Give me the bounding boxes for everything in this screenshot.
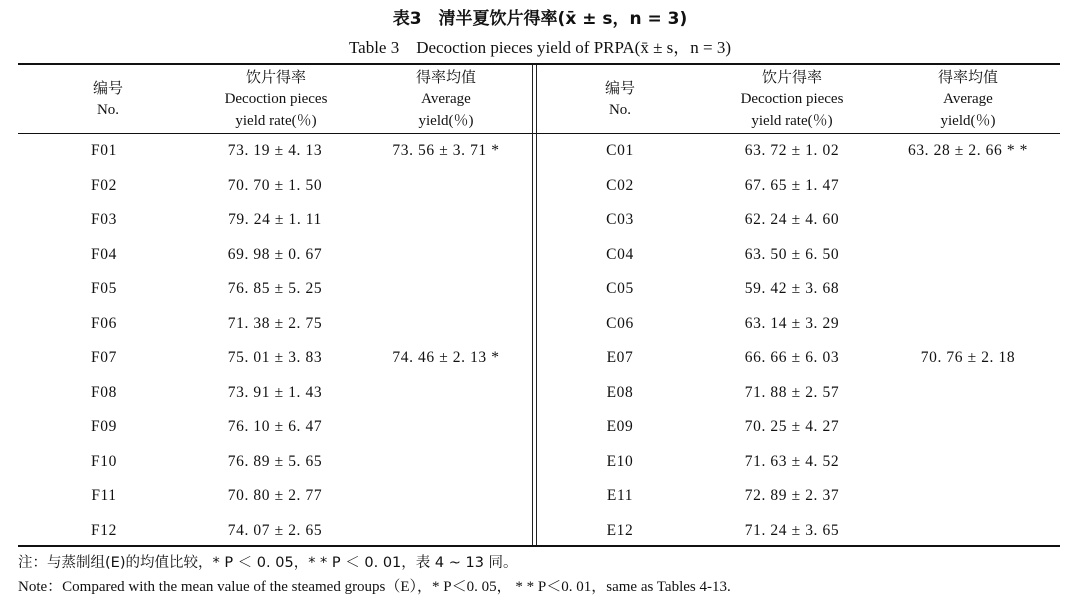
header-rule bbox=[18, 133, 1060, 134]
table-cell-rate: 70. 25 ± 4. 27 bbox=[744, 418, 840, 435]
table-cell-no: F01 bbox=[91, 142, 117, 159]
table-cell-rate: 79. 24 ± 1. 11 bbox=[228, 211, 322, 228]
footnote-cn: 注：与蒸制组(E)的均值比较，* P ＜ 0. 05，* * P ＜ 0. 01，表 4 ~ 13 同。 bbox=[18, 555, 518, 571]
table-cell-rate: 69. 98 ± 0. 67 bbox=[227, 245, 323, 263]
table-cell-rate: 73. 91 ± 1. 43 bbox=[227, 383, 323, 401]
table-cell-no: C06 bbox=[606, 314, 634, 332]
table-cell-rate: 70. 80 ± 2. 77 bbox=[227, 487, 323, 504]
header-rate-right: 饮片得率 Decoction pieces yield rate(％) bbox=[740, 68, 844, 129]
table-cell-no: C03 bbox=[606, 211, 634, 228]
header-no: 编号 No. bbox=[92, 79, 123, 118]
table-cell-rate: 66. 66 ± 6. 03 bbox=[744, 349, 840, 366]
table-title-cn: 表3 清半夏饮片得率(x̄ ± s，n = 3) bbox=[392, 9, 688, 29]
table-cell-rate: 62. 24 ± 4. 60 bbox=[744, 211, 840, 228]
table-cell-no: E08 bbox=[606, 383, 634, 401]
table-cell-rate: 71. 88 ± 2. 57 bbox=[744, 383, 840, 401]
header-avg: 得率均值 Average yield(％) bbox=[415, 68, 476, 129]
bottom-rule bbox=[18, 545, 1060, 547]
table-cell-rate: 76. 10 ± 6. 47 bbox=[227, 418, 323, 435]
table-cell-no: F02 bbox=[91, 176, 117, 194]
table-cell-rate: 63. 14 ± 3. 29 bbox=[744, 314, 840, 332]
table-cell-rate: 73. 19 ± 4. 13 bbox=[227, 142, 323, 159]
table-cell-no: C04 bbox=[606, 245, 634, 263]
footnote-en: Note：Compared with the mean value of the steamed groups（E），* P＜0. 05， * * P＜0. 01，same as Tables 4-13. bbox=[18, 579, 731, 595]
table-cell-no: F08 bbox=[91, 383, 117, 401]
header-rate: 饮片得率 Decoction pieces yield rate(％) bbox=[224, 68, 328, 129]
table-cell-rate: 71. 38 ± 2. 75 bbox=[227, 314, 323, 332]
table-cell-rate: 76. 85 ± 5. 25 bbox=[227, 280, 323, 297]
table-cell-rate: 67. 65 ± 1. 47 bbox=[744, 176, 840, 194]
table-title-en: Table 3 Decoction pieces yield of PRPA(x̄ ± s，n = 3) bbox=[348, 38, 732, 57]
table-cell-no: F11 bbox=[91, 487, 117, 504]
header-avg-right: 得率均值 Average yield(％) bbox=[937, 68, 998, 129]
table-cell-rate: 70. 70 ± 1. 50 bbox=[227, 176, 323, 194]
table-cell-avg: 70. 76 ± 2. 18 bbox=[920, 349, 1016, 366]
table-cell-rate: 75. 01 ± 3. 83 bbox=[227, 349, 323, 366]
table-cell-no: C02 bbox=[606, 176, 634, 194]
table-cell-rate: 74. 07 ± 2. 65 bbox=[227, 521, 323, 539]
column-divider bbox=[536, 65, 537, 545]
table-cell-no: F06 bbox=[91, 314, 117, 332]
table-cell-rate: 63. 50 ± 6. 50 bbox=[744, 245, 840, 263]
top-rule bbox=[18, 63, 1060, 65]
table-cell-rate: 71. 24 ± 3. 65 bbox=[744, 521, 840, 539]
table-cell-avg: 74. 46 ± 2. 13 * bbox=[392, 349, 500, 366]
table-cell-rate: 76. 89 ± 5. 65 bbox=[227, 452, 323, 470]
table-cell-no: F07 bbox=[91, 349, 117, 366]
table-cell-no: C01 bbox=[606, 142, 634, 159]
header-no-right: 编号 No. bbox=[604, 79, 635, 118]
table-cell-no: F09 bbox=[91, 418, 117, 435]
table-cell-no: E07 bbox=[606, 349, 634, 366]
table-cell-rate: 71. 63 ± 4. 52 bbox=[744, 452, 840, 470]
table-cell-no: F03 bbox=[91, 211, 117, 228]
table-cell-rate: 59. 42 ± 3. 68 bbox=[744, 280, 840, 297]
column-divider bbox=[532, 65, 533, 545]
table-cell-rate: 63. 72 ± 1. 02 bbox=[744, 142, 840, 159]
table-cell-rate: 72. 89 ± 2. 37 bbox=[744, 487, 840, 504]
table-cell-avg: 73. 56 ± 3. 71 * bbox=[392, 142, 500, 159]
table-cell-no: F04 bbox=[91, 245, 117, 263]
table-cell-no: C05 bbox=[606, 280, 634, 297]
table-cell-no: E10 bbox=[606, 452, 634, 470]
table-cell-no: E12 bbox=[606, 521, 634, 539]
table-cell-no: E09 bbox=[606, 418, 634, 435]
table-cell-no: F12 bbox=[91, 521, 117, 539]
table-cell-no: F05 bbox=[91, 280, 117, 297]
table-cell-no: F10 bbox=[91, 452, 117, 470]
table-cell-no: E11 bbox=[606, 487, 634, 504]
table-cell-avg: 63. 28 ± 2. 66 * * bbox=[907, 142, 1029, 159]
